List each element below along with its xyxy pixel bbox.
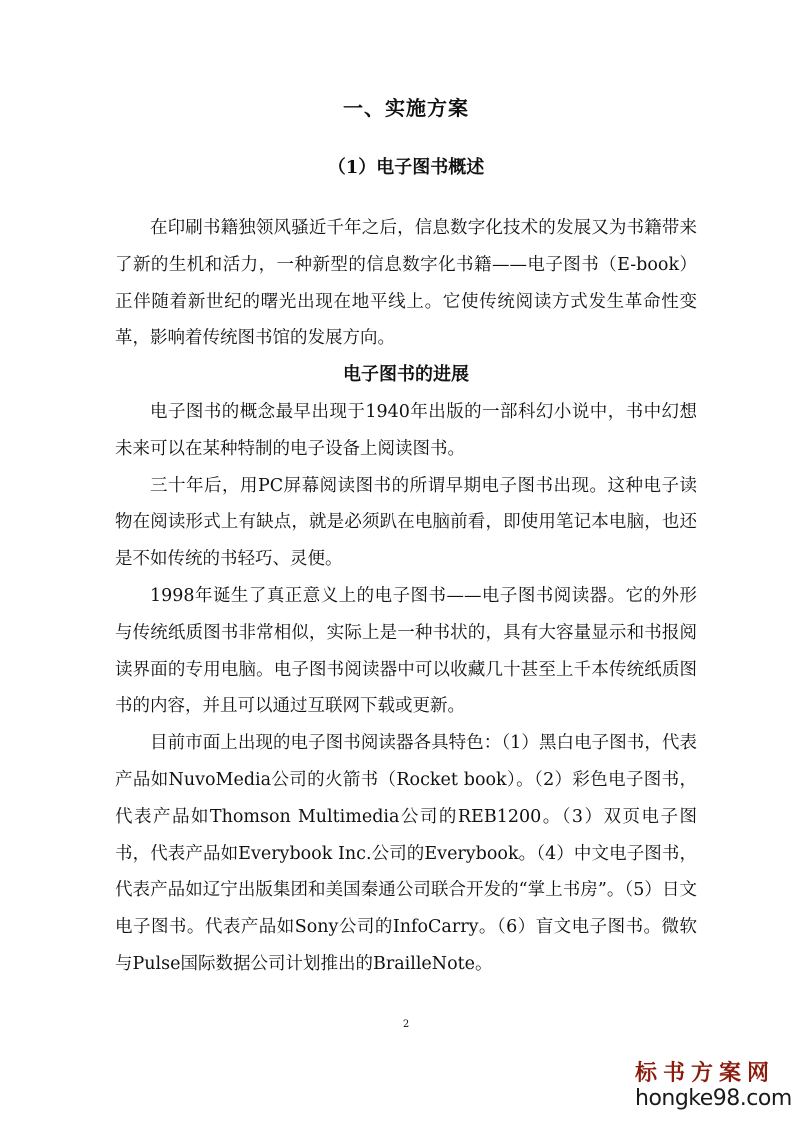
watermark-url: hongke98.com [635, 1086, 792, 1111]
section-subheading: （1）电子图书概述 [327, 157, 485, 178]
page-number: 2 [402, 1019, 410, 1030]
section-title: 电子图书的进展 [343, 364, 469, 386]
intro-paragraph: 在印刷书籍独领风骚近千年之后，信息数字化技术的发展又为书籍带来了新的生机和活力，一种新型的信息数字化书籍——电子图书（E-book）正伴随着新世纪的曙光出现在地平线上。它使传统阅读方式发生革命性变革，影响着传统图书馆的发展方向。 [115, 218, 697, 349]
watermark-title: 标书方案网 [635, 1060, 776, 1086]
document-body [115, 210, 697, 983]
page-heading: 一、实施方案 [343, 96, 469, 120]
body-paragraph: 电子图书的概念最早出现于1940年出版的一部科幻小说中，书中幻想未来可以在某种特制的电子设备上阅读图书。 [115, 401, 697, 459]
document-page [115, 0, 697, 1122]
body-paragraph: 1998年诞生了真正意义上的电子图书——电子图书阅读器。它的外形与传统纸质图书非常相似，实际上是一种书状的，具有大容量显示和书报阅读界面的专用电脑。电子图书阅读器中可以收藏几十甚至上千本传统纸质图书的内容，并且可以通过互联网下载或更新。 [115, 585, 697, 717]
body-paragraph: 三十年后，用PC屏幕阅读图书的所谓早期电子图书出现。这种电子读物在阅读形式上有缺点，就是必须趴在电脑前看，即使用笔记本电脑，也还是不如传统的书轻巧、灵便。 [115, 475, 697, 570]
body-paragraph: 目前市面上出现的电子图书阅读器各具特色：（1）黑白电子图书，代表产品如NuvoMedia公司的火箭书（Rocket book）。（2）彩色电子图书，代表产品如Thomson Multimedia公司的REB1200。（3）双页电子图书，代表产品如Everybook Inc.公司的Everybook。（4）中文电子图书，代表产品如辽宁出版集团和美国秦通公司联合开发的“掌上书房”。（5）日文电子图书。代表产品如Sony公司的InfoCarry。（6）盲文电子图书。微软与Pulse国际数据公司计划推出的BrailleNote。 [115, 733, 697, 974]
site-watermark [635, 1060, 792, 1112]
